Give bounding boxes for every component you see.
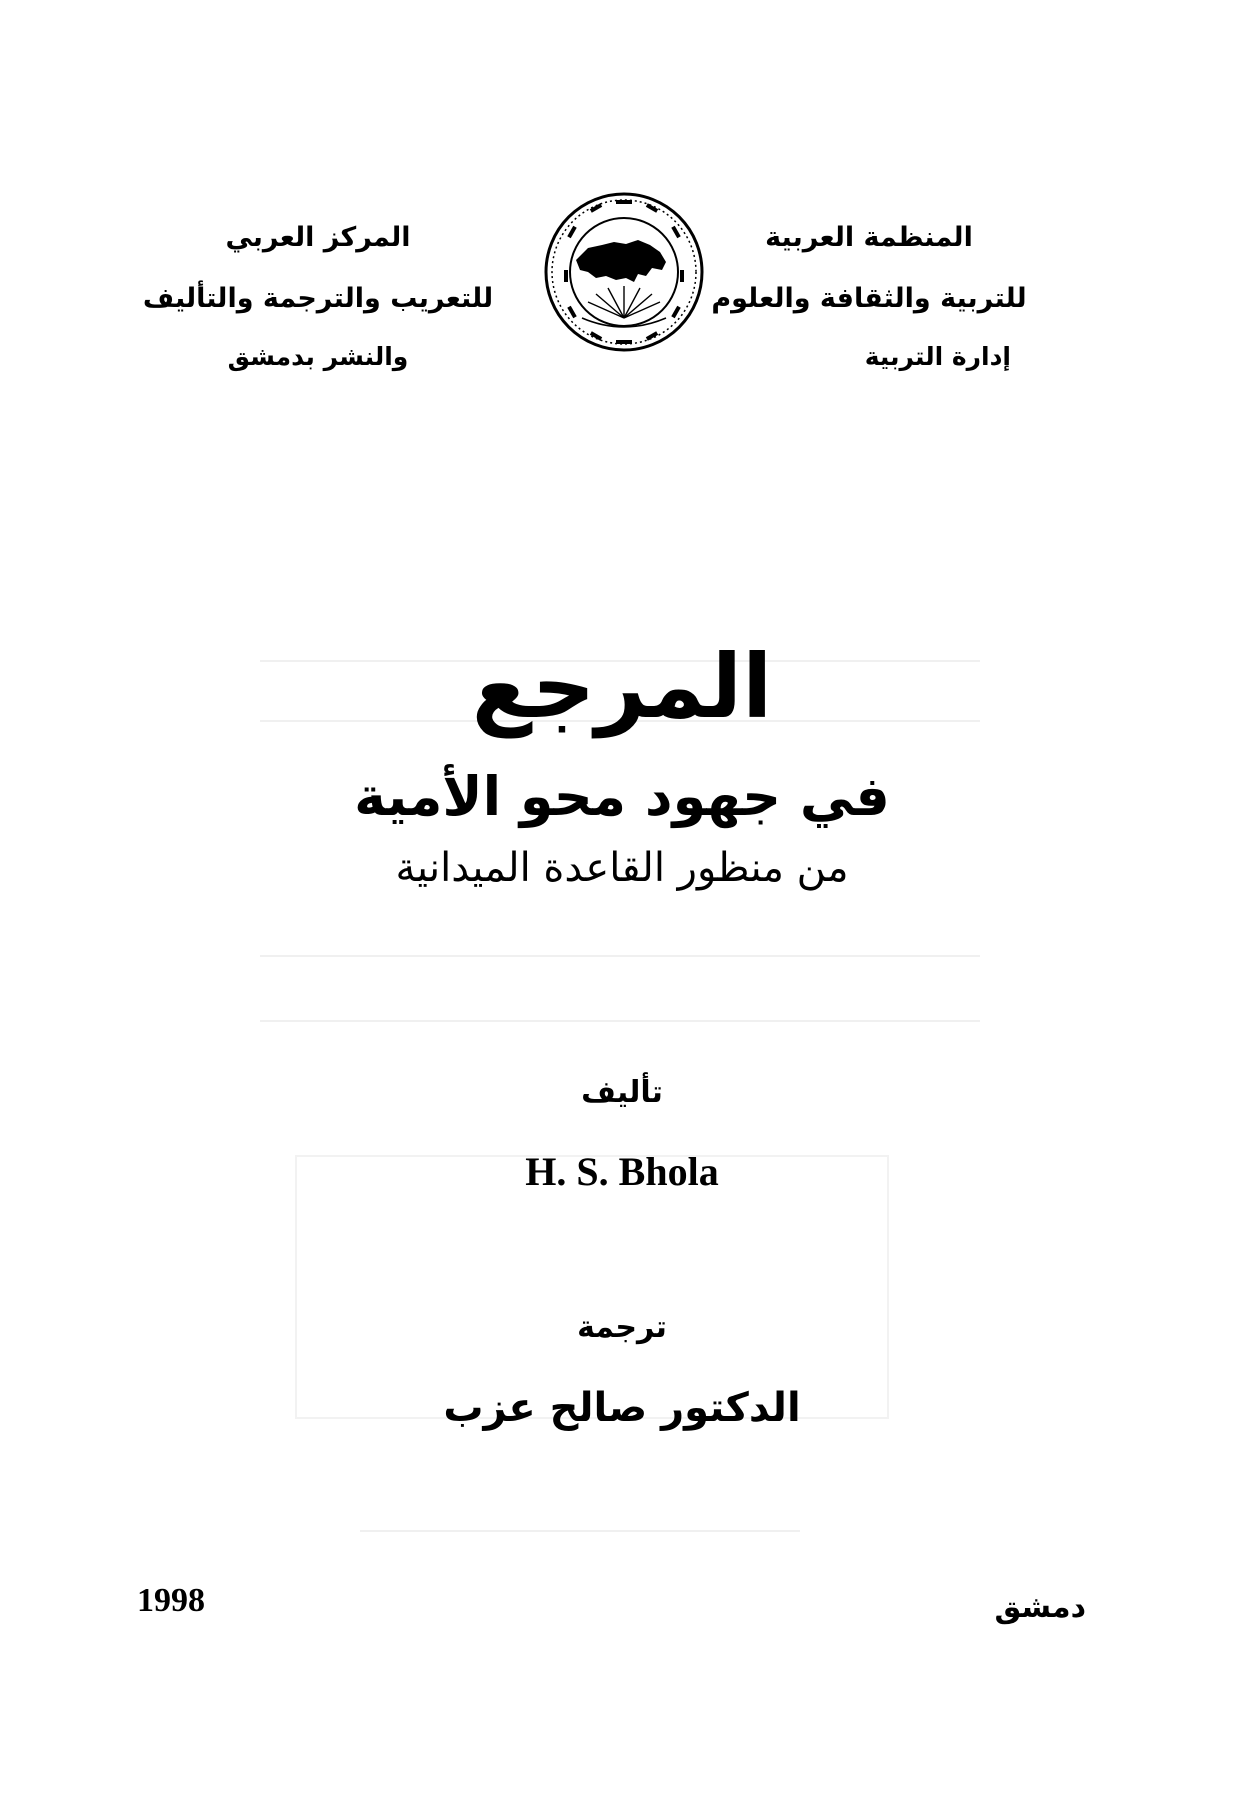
translator-name: الدكتور صالح عزب [443,1385,801,1431]
left-org-subtitle: للتعريب والترجمة والتأليف [142,283,494,314]
show-through-line [260,1020,980,1022]
publication-year: 1998 [137,1582,205,1619]
right-organization-block [679,222,1059,371]
author-label: تأليف [581,1075,663,1110]
right-org-department: إدارة التربية [864,342,1011,371]
author-name: H. S. Bhola [525,1149,719,1194]
left-organization-block [118,222,518,371]
left-org-location: والنشر بدمشق [227,342,409,371]
arab-league-seal-icon [542,190,706,354]
publication-city: دمشق [994,1590,1086,1625]
show-through-line [360,1530,800,1532]
translator-label: ترجمة [577,1310,667,1345]
book-subtitle: في جهود محو الأمية [354,765,890,828]
right-org-name: المنظمة العربية [765,222,973,253]
book-subtitle-secondary: من منظور القاعدة الميدانية [395,845,849,891]
right-org-subtitle: للتربية والثقافة والعلوم [711,283,1027,314]
book-title: المرجع [471,635,773,738]
left-org-name: المركز العربي [225,222,411,253]
show-through-line [260,955,980,957]
